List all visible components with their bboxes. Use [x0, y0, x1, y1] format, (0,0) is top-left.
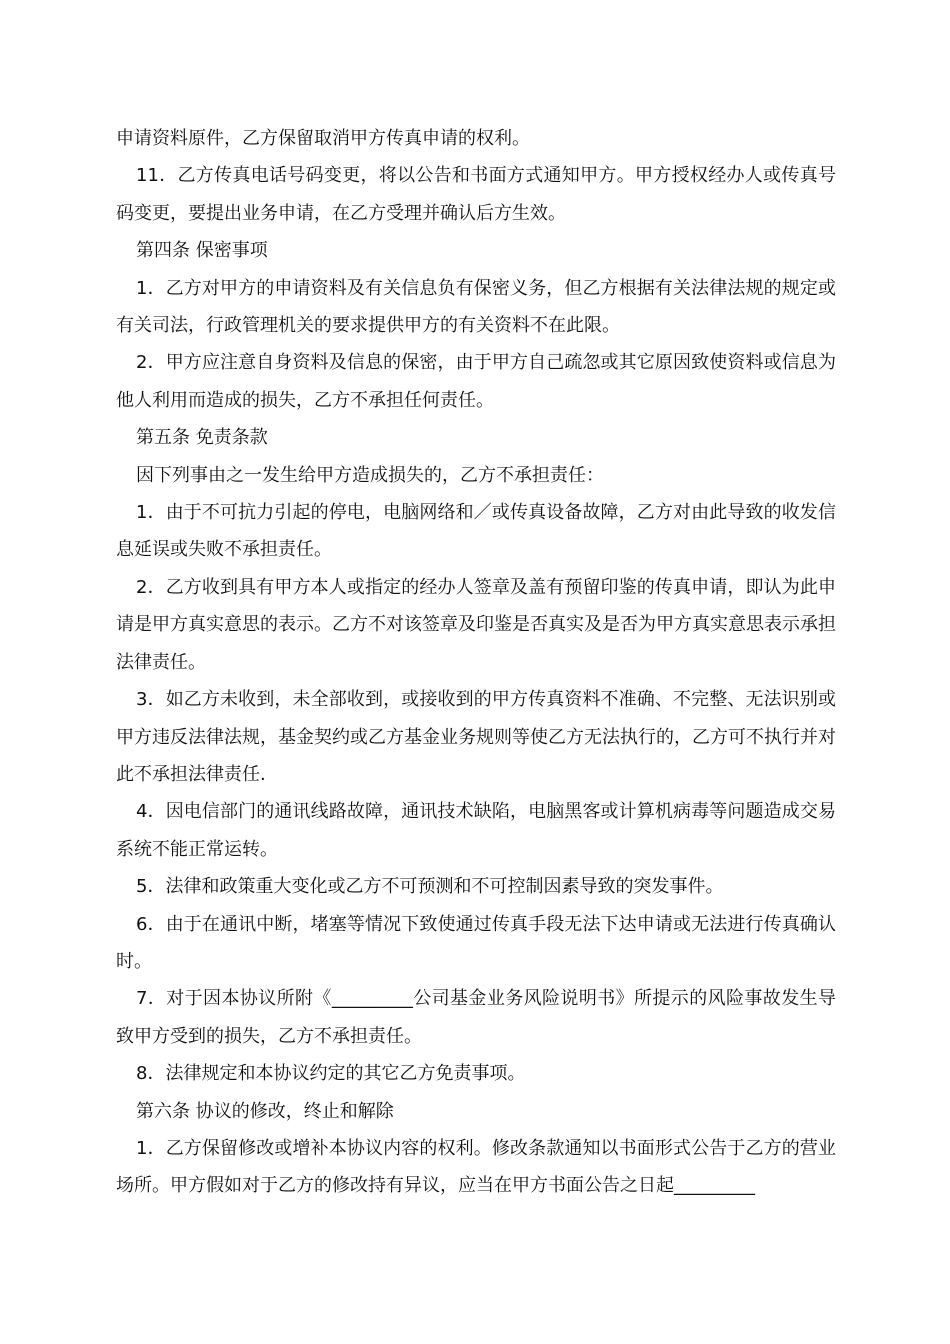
article-5-clause-5: 5．法律和政策重大变化或乙方不可预测和不可控制因素导致的突发事件。: [136, 876, 724, 898]
article-5-clause-6: 6．由于在通讯中断，堵塞等情况下致使通过传真手段无法下达申请或无法进行传真确认时。: [116, 913, 836, 972]
article-4-clause-2: 2．甲方应注意自身资料及信息的保密，由于甲方自己疏忽或其它原因致使资料或信息为他人利用而造成的损失，乙方不承担任何责任。: [116, 352, 836, 411]
article-4-clause-1: 1．乙方对甲方的申请资料及有关信息负有保密义务，但乙方根据有关法律法规的规定或有关司法，行政管理机关的要求提供甲方的有关资料不在此限。: [116, 277, 836, 337]
paragraph-clause-11: 11．乙方传真电话号码变更，将以公告和书面方式通知甲方。甲方授权经办人或传真号码变更，要提出业务申请，在乙方受理并确认后方生效。: [116, 165, 836, 224]
article-6-clause-1: 1．乙方保留修改或增补本协议内容的权利。修改条款通知以书面形式公告于乙方的营业场所。甲方假如对于乙方的修改持有异议，应当在甲方书面公告之日起_________: [116, 1137, 836, 1197]
article-5-clause-8: 8．法律规定和本协议约定的其它乙方免责事项。: [136, 1063, 526, 1085]
article-5-clause-7: 7．对于因本协议所附《_________公司基金业务风险说明书》所提示的风险事故发生导致甲方受到的损失，乙方不承担责任。: [116, 988, 836, 1047]
article-5-clause-3: 3．如乙方未收到，未全部收到，或接收到的甲方传真资料不准确、不完整、无法识别或甲方违反法律法规，基金契约或乙方基金业务规则等使乙方无法执行的，乙方可不执行并对此不承担法律责任.: [116, 689, 836, 785]
article-4-heading: 第四条 保密事项: [136, 240, 268, 262]
article-5-intro: 因下列事由之一发生给甲方造成损失的，乙方不承担责任：: [136, 464, 604, 486]
document-body: [116, 120, 836, 1205]
article-5-clause-1: 1．由于不可抗力引起的停电，电脑网络和／或传真设备故障，乙方对由此导致的收发信息延误或失败不承担责任。: [116, 502, 836, 561]
article-5-clause-4: 4．因电信部门的通讯线路故障，通讯技术缺陷，电脑黑客或计算机病毒等问题造成交易系统不能正常运转。: [116, 801, 836, 860]
paragraph-fax-application-rights: 申请资料原件，乙方保留取消甲方传真申请的权利。: [116, 128, 530, 149]
article-6-heading: 第六条 协议的修改，终止和解除: [136, 1100, 394, 1122]
article-5-heading: 第五条 免责条款: [136, 427, 268, 449]
article-5-clause-2: 2．乙方收到具有甲方本人或指定的经办人签章及盖有预留印鉴的传真申请，即认为此申请是甲方真实意思的表示。乙方不对该签章及印鉴是否真实及是否为甲方真实意思表示承担法律责任。: [116, 576, 836, 673]
